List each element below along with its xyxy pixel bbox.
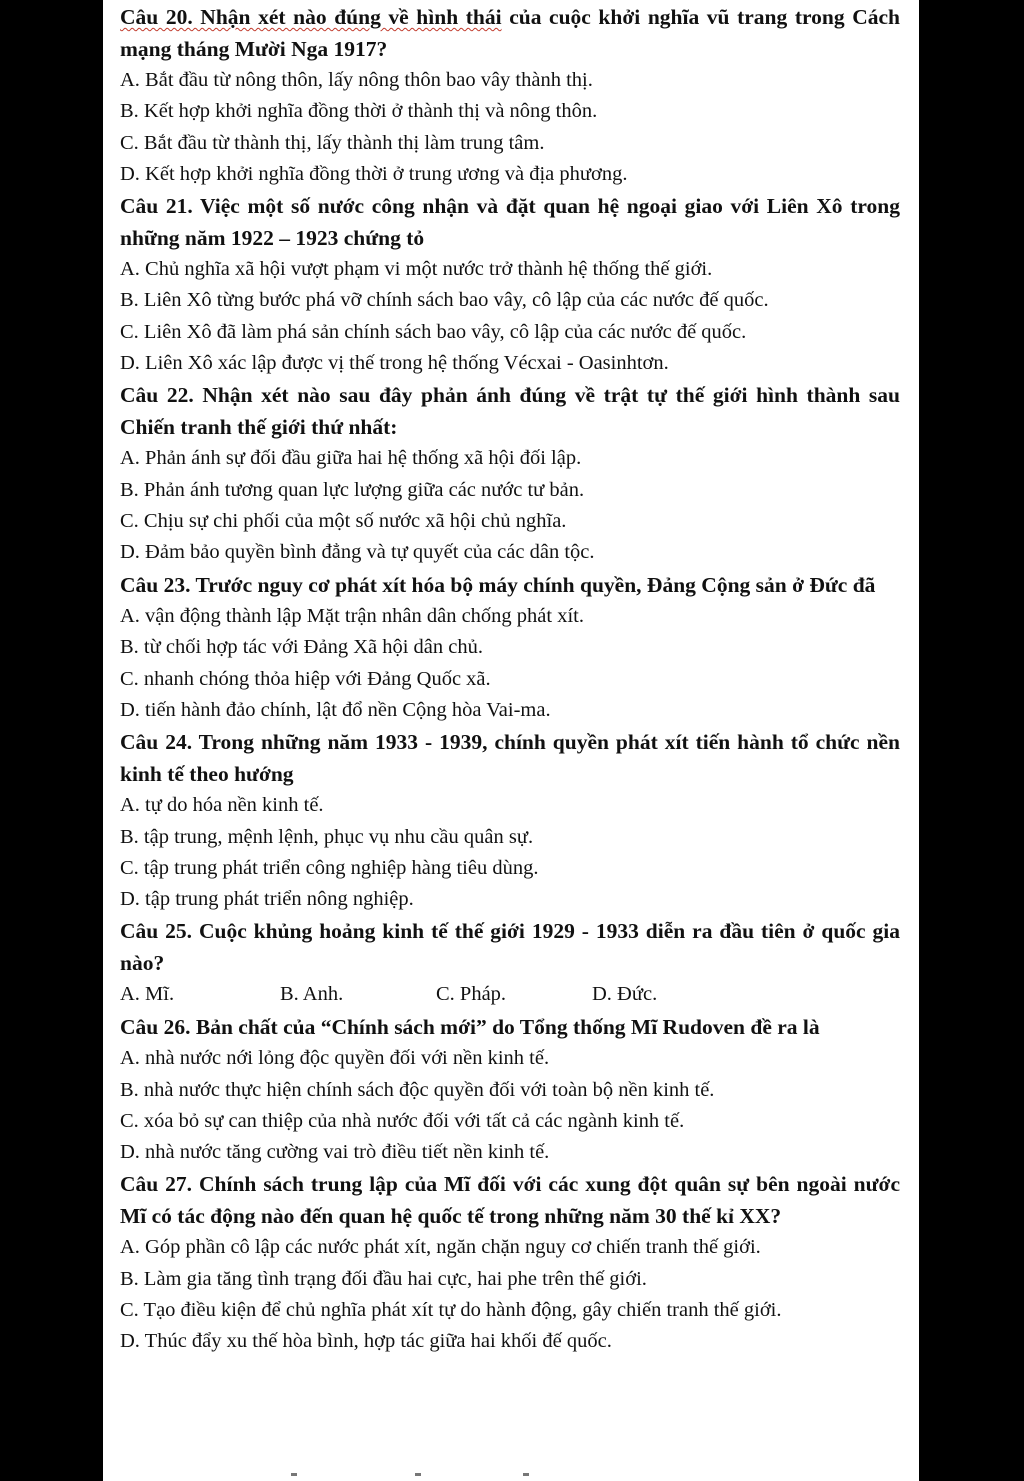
option-d: D. Kết hợp khởi nghĩa đồng thời ở trung ương và địa phương. [120, 162, 628, 185]
question-block [120, 380, 900, 568]
option-b: B. từ chối hợp tác với Đảng Xã hội dân chủ. [120, 636, 483, 659]
option-b: B. Làm gia tăng tình trạng đối đầu hai cực, hai phe trên thế giới. [120, 1267, 647, 1290]
question-text: Câu 22. Nhận xét nào sau đây phản ánh đúng về trật tự thế giới hình thành sau Chiến tranh thế giới thứ nhất: [120, 383, 900, 439]
option-b: B. Kết hợp khởi nghĩa đồng thời ở thành thị và nông thôn. [120, 100, 598, 123]
option-c: C. Tạo điều kiện để chủ nghĩa phát xít tự do hành động, gây chiến tranh thế giới. [120, 1299, 782, 1322]
option-c: C. nhanh chóng thỏa hiệp với Đảng Quốc xã. [120, 667, 491, 690]
text-fragment [415, 1473, 421, 1476]
option-b: B. nhà nước thực hiện chính sách độc quyền đối với toàn bộ nền kinh tế. [120, 1078, 715, 1101]
document-page [103, 0, 919, 1481]
option-c: C. Liên Xô đã làm phá sản chính sách bao vây, cô lập của các nước đế quốc. [120, 320, 747, 343]
question-text: Câu 21. Việc một số nước công nhận và đặt quan hệ ngoại giao với Liên Xô trong những năm 1922 – 1923 chứng tỏ [120, 194, 900, 250]
cropped-next-line [103, 1470, 919, 1481]
option-b: B. Liên Xô từng bước phá vỡ chính sách bao vây, cô lập của các nước đế quốc. [120, 289, 769, 312]
option-a: A. tự do hóa nền kinh tế. [120, 794, 324, 817]
option-c: C. Bắt đầu từ thành thị, lấy thành thị làm trung tâm. [120, 131, 545, 154]
option-d: D. Đảm bảo quyền bình đẳng và tự quyết của các dân tộc. [120, 541, 595, 564]
question-text: Câu 20. Nhận xét nào đúng về hình thái của cuộc khởi nghĩa vũ trang trong Cách mạng tháng Mười Nga 1917? [120, 5, 901, 61]
option-d: D. Đức. [592, 983, 658, 1006]
option-a: A. Bắt đầu từ nông thôn, lấy nông thôn bao vây thành thị. [120, 69, 593, 91]
question-prefix: Câu 20. Nhận xét nào đúng về hình thái [120, 5, 502, 29]
option-a: A. Chủ nghĩa xã hội vượt phạm vi một nước trở thành hệ thống thế giới. [120, 258, 713, 281]
option-a: A. Góp phần cô lập các nước phát xít, ngăn chặn nguy cơ chiến tranh thế giới. [120, 1236, 761, 1259]
option-d: D. tiến hành đảo chính, lật đổ nền Cộng hòa Vai-ma. [120, 698, 551, 721]
option-b: B. tập trung, mệnh lệnh, phục vụ nhu cầu quân sự. [120, 825, 534, 848]
question-text: Câu 27. Chính sách trung lập của Mĩ đối với các xung đột quân sự bên ngoài nước Mĩ có tác động nào đến quan hệ quốc tế trong những năm 30 thế kỉ XX? [120, 1172, 900, 1228]
question-list [120, 2, 900, 1358]
question-block [120, 191, 900, 379]
option-d: D. tập trung phát triển nông nghiệp. [120, 888, 414, 911]
question-block [120, 727, 900, 915]
question-block [120, 1169, 900, 1357]
text-fragment [523, 1473, 529, 1476]
question-text: Câu 23. Trước nguy cơ phát xít hóa bộ máy chính quyền, Đảng Cộng sản ở Đức đã [120, 572, 876, 597]
question-text: Câu 26. Bản chất của “Chính sách mới” do Tổng thống Mĩ Rudoven đề ra là [120, 1014, 820, 1039]
option-d: D. Liên Xô xác lập được vị thế trong hệ thống Vécxai - Oasinhtơn. [120, 352, 669, 375]
option-a: A. Mĩ. [120, 983, 175, 1006]
option-a: A. nhà nước nới lỏng độc quyền đối với nền kinh tế. [120, 1047, 550, 1070]
question-text: Câu 25. Cuộc khủng hoảng kinh tế thế giới 1929 - 1933 diễn ra đầu tiên ở quốc gia nào? [120, 919, 900, 975]
option-d: D. Thúc đẩy xu thế hòa bình, hợp tác giữa hai khối đế quốc. [120, 1330, 612, 1353]
option-a: A. vận động thành lập Mặt trận nhân dân chống phát xít. [120, 605, 584, 628]
option-c: C. Pháp. [436, 983, 507, 1006]
option-c: C. tập trung phát triển công nghiệp hàng tiêu dùng. [120, 856, 539, 879]
question-block [120, 916, 900, 1010]
question-block [120, 2, 900, 190]
option-b: B. Anh. [280, 983, 344, 1006]
option-d: D. nhà nước tăng cường vai trò điều tiết nền kinh tế. [120, 1141, 550, 1164]
text-fragment [291, 1473, 297, 1476]
question-block [120, 570, 900, 727]
question-block [120, 1012, 900, 1169]
option-c: C. xóa bỏ sự can thiệp của nhà nước đối với tất cả các ngành kinh tế. [120, 1109, 685, 1132]
option-a: A. Phản ánh sự đối đầu giữa hai hệ thống xã hội đối lập. [120, 447, 582, 470]
inline-options [120, 979, 900, 1010]
question-text: Câu 24. Trong những năm 1933 - 1939, chính quyền phát xít tiến hành tổ chức nền kinh tế theo hướng [120, 730, 900, 786]
option-b: B. Phản ánh tương quan lực lượng giữa các nước tư bản. [120, 478, 585, 501]
option-c: C. Chịu sự chi phối của một số nước xã hội chủ nghĩa. [120, 509, 567, 532]
